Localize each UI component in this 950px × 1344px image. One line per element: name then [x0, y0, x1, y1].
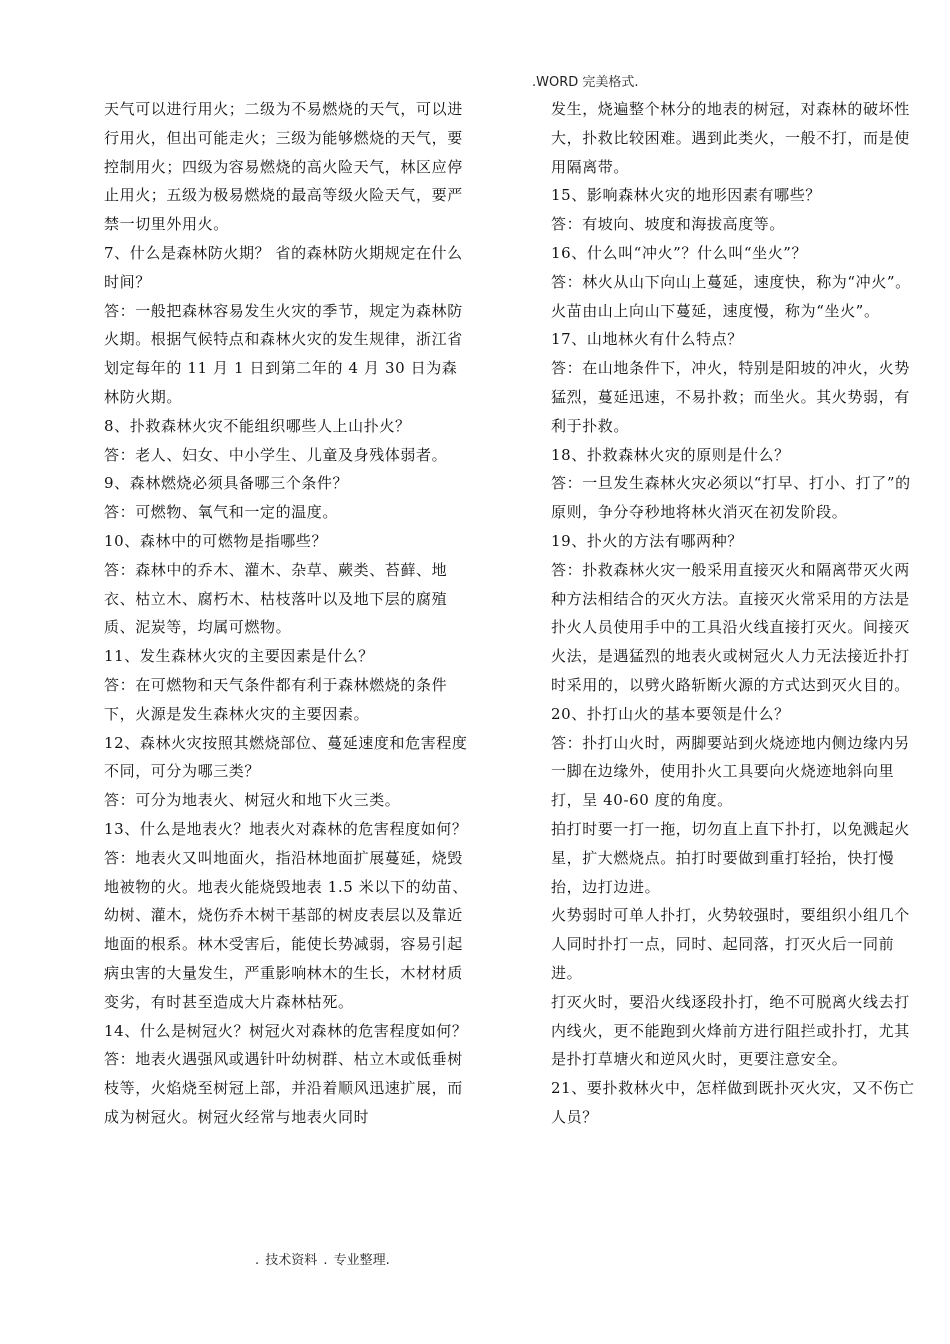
question: 13、什么是地表火？地表火对森林的危害程度如何？	[104, 819, 468, 838]
page-header: .WORD 完美格式.	[532, 75, 639, 90]
question: 12、森林火灾按照其燃烧部位、蔓延速度和危害程度不同，可分为哪三类？	[104, 733, 468, 781]
paragraph: 打灭火时，要沿火线逐段扑打，绝不可脱离火线去打内线火，更不能跑到火烽前方进行阻拦或扑打，尤其是扑打草塘火和逆风火时，更要注意安全。	[551, 992, 910, 1069]
page-footer: . 技术资料 . 专业整理.	[255, 1253, 390, 1268]
paragraph: 天气可以进行用火；二级为不易燃烧的天气，可以进行用火，但出可能走火；三级为能够燃烧的天气，要控制用火；四级为容易燃烧的高火险天气，林区应停止用火；五级为极易燃烧的最高等级火险天气，要严禁一切里外用火。	[104, 100, 463, 234]
question: 17、山地林火有什么特点？	[551, 330, 743, 349]
answer: 答：老人、妇女、中小学生、儿童及身残体弱者。	[104, 445, 448, 464]
question: 10、森林中的可燃物是指哪些？	[104, 531, 328, 550]
answer: 答：地表火又叫地面火，指沿林地面扩展蔓延，烧毁地被物的火。地表火能烧毁地表 1.5 米以下的幼苗、幼树、灌木，烧伤乔木树干基部的树皮表层以及靠近地面的根系。林木受害后，能使长势减弱，容易引起病虫害的大量发生，严重影响林木的生长，木材材质变劣，有时甚至造成大片森林枯死。	[104, 848, 468, 1011]
question: 9、森林燃烧必须具备哪三个条件？	[104, 474, 349, 493]
left-column	[104, 95, 470, 1132]
question: 20、扑打山火的基本要领是什么？	[551, 704, 790, 723]
question: 16、什么叫“冲火”？什么叫“坐火”？	[551, 243, 808, 262]
question: 8、扑救森林火灾不能组织哪些人上山扑火？	[104, 416, 411, 435]
question: 11、发生森林火灾的主要因素是什么？	[104, 647, 374, 666]
question: 15、影响森林火灾的地形因素有哪些？	[551, 186, 821, 205]
answer: 答：扑救森林火灾一般采用直接灭火和隔离带灭火两种方法相结合的灭火方法。直接灭火常采用的方法是扑火人员使用手中的工具沿火线直接打灭火。间接灭火法，是遇猛烈的地表火或树冠火人力无法接近扑打时采用的，以劈火路斩断火源的方式达到灭火目的。	[551, 560, 910, 694]
answer: 答：在山地条件下，冲火，特别是阳坡的冲火，火势猛烈，蔓延迅速，不易扑救；而坐火。其火势弱，有利于扑救。	[551, 359, 910, 435]
question: 21、要扑救林火中，怎样做到既扑灭火灾，又不伤亡人员？	[551, 1079, 915, 1126]
paragraph: 发生，烧遍整个林分的地表的树冠，对森林的破坏性大，扑救比较困难。遇到此类火，一般不打，而是使用隔离带。	[551, 100, 910, 176]
answer: 答：一旦发生森林火灾必须以“打早、打小、打了”的原则，争分夺秒地将林火消灭在初发阶段。	[551, 474, 911, 522]
question: 14、什么是树冠火？树冠火对森林的危害程度如何？	[104, 1021, 468, 1040]
answer: 答：有坡向、坡度和海拔高度等。	[551, 215, 786, 234]
question: 18、扑救森林火灾的原则是什么？	[551, 445, 790, 464]
paragraph: 火势弱时可单人扑打，火势较强时，要组织小组几个人同时扑打一点，同时、起同落，打灭火后一同前进。	[551, 906, 910, 982]
question: 19、扑火的方法有哪两种？	[551, 531, 743, 550]
answer: 答：森林中的乔木、灌木、杂草、蕨类、苔藓、地衣、枯立木、腐朽木、枯枝落叶以及地下层的腐殖质、泥炭等，均属可燃物。	[104, 560, 448, 637]
answer: 答：地表火遇强风或遇针叶幼树群、枯立木或低垂树枝等，火焰烧至树冠上部，并沿着顺风迅速扩展，而成为树冠火。树冠火经常与地表火同时	[104, 1050, 463, 1126]
answer: 答：林火从山下向山上蔓延，速度快，称为“冲火”。火苗由山上向山下蔓延，速度慢，称为“坐火”。	[551, 272, 911, 320]
answer: 答：在可燃物和天气条件都有利于森林燃烧的条件下，火源是发生森林火灾的主要因素。	[104, 675, 448, 723]
answer: 答：扑打山火时，两脚要站到火烧迹地内侧边缘内另一脚在边缘外，使用扑火工具要向火烧迹地斜向里打，呈 40-60 度的角度。	[551, 733, 910, 810]
answer: 答：可燃物、氧气和一定的温度。	[104, 503, 339, 522]
right-column	[551, 95, 917, 1132]
paragraph: 拍打时要一打一拖，切勿直上直下扑打，以免溅起火星，扩大燃烧点。拍打时要做到重打轻抬，快打慢抬，边打边进。	[551, 819, 910, 896]
answer: 答：一般把森林容易发生火灾的季节，规定为森林防火期。根据气候特点和森林火灾的发生规律，浙江省划定每年的 11 月 1 日到第二年的 4 月 30 日为森林防火期。	[104, 301, 463, 406]
question: 7、什么是森林防火期？ 省的森林防火期规定在什么时间？	[104, 243, 463, 291]
answer: 答：可分为地表火、树冠火和地下火三类。	[104, 791, 401, 810]
